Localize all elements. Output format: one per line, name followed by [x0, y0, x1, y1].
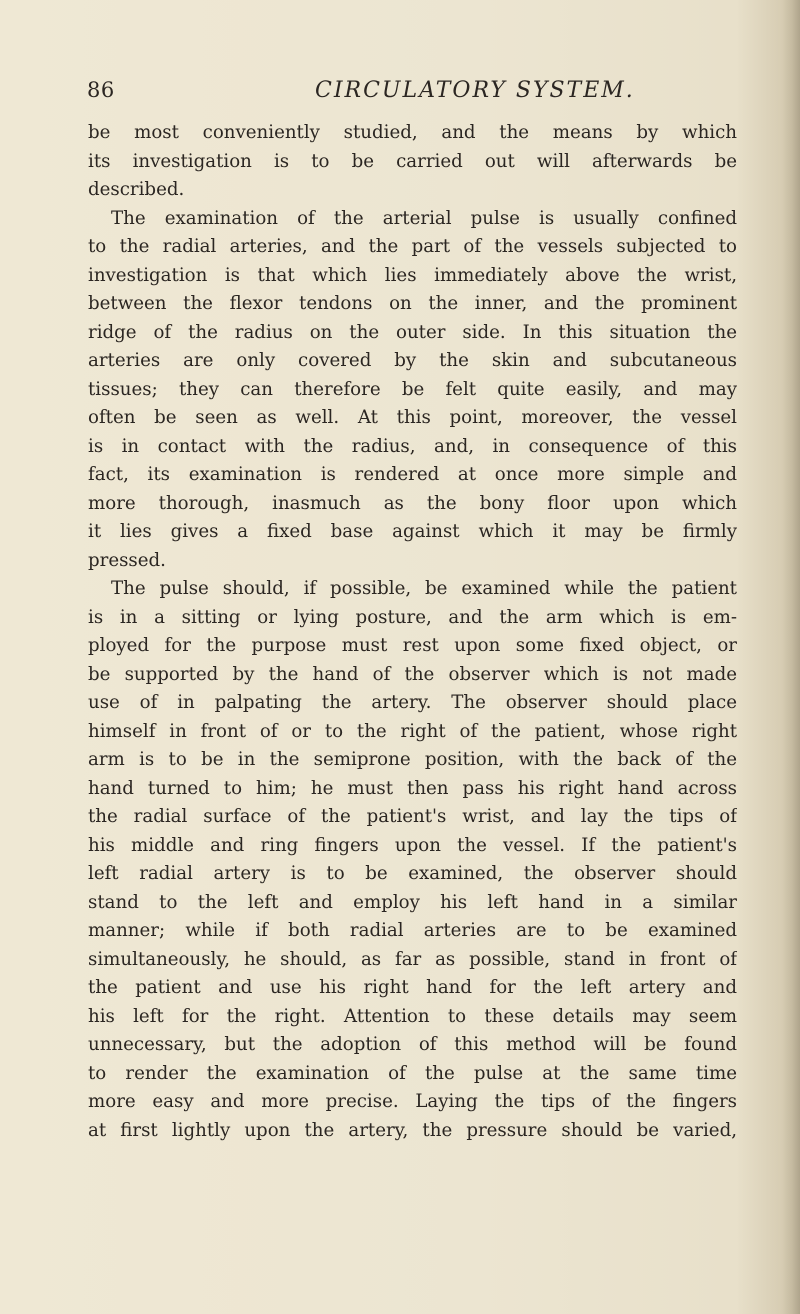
text-line: unnecessary, but the adoption of this method will be found: [88, 1034, 737, 1055]
text-line: left radial artery is to be examined, the observer should: [88, 863, 737, 884]
text-line: hand turned to him; he must then pass his right hand across: [88, 777, 737, 799]
text-line: investigation is that which lies immediately above the wrist,: [88, 264, 737, 286]
text-line: arm is to be in the semiprone position, with the back of the: [88, 749, 737, 770]
text-line: described.: [88, 179, 185, 200]
text-line: to the radial arteries, and the part of the vessels subjected to: [88, 236, 737, 257]
page-edge-shadow: [782, 0, 800, 1314]
text-line: stand to the left and employ his left hand in a similar: [88, 891, 737, 913]
text-line: more thorough, inasmuch as the bony floor upon which: [88, 492, 737, 514]
text-line: be supported by the hand of the observer which is not made: [88, 663, 737, 685]
text-line: use of in palpating the artery. The observer should place: [88, 692, 737, 713]
text-line: his left for the right. Attention to these details may seem: [88, 1005, 737, 1027]
text-line: the radial surface of the patient's wrist, and lay the tips of: [88, 806, 737, 827]
page-number: 86: [87, 78, 115, 102]
text-line: tissues; they can therefore be felt quite easily, and may: [88, 378, 737, 400]
text-line: at first lightly upon the artery, the pressure should be varied,: [88, 1119, 737, 1141]
text-line: it lies gives a fixed base against which it may be firmly: [88, 521, 737, 542]
text-line: be most conveniently studied, and the means by which: [88, 122, 737, 143]
text-line: The pulse should, if possible, be examined while the patient: [111, 578, 737, 599]
text-line: often be seen as well. At this point, moreover, the vessel: [88, 407, 737, 428]
running-head: CIRCULATORY SYSTEM.: [315, 78, 635, 103]
text-line: is in a sitting or lying posture, and the arm which is em-: [88, 606, 737, 628]
text-line: its investigation is to be carried out will afterwards be: [88, 150, 737, 172]
body-text: [88, 119, 737, 1145]
text-line: more easy and more precise. Laying the tips of the fingers: [88, 1091, 737, 1112]
text-line: between the flexor tendons on the inner, and the prominent: [88, 293, 737, 314]
text-line: to render the examination of the pulse at the same time: [88, 1062, 737, 1084]
text-line: ployed for the purpose must rest upon some fixed object, or: [88, 635, 737, 656]
text-line: simultaneously, he should, as far as possible, stand in front of: [88, 948, 737, 970]
text-line: The examination of the arterial pulse is usually confined: [111, 207, 737, 229]
text-line: his middle and ring fingers upon the vessel. If the patient's: [88, 834, 737, 856]
text-line: manner; while if both radial arteries are to be examined: [88, 920, 737, 941]
text-line: ridge of the radius on the outer side. In this situation the: [88, 321, 737, 343]
text-line: is in contact with the radius, and, in consequence of this: [88, 435, 737, 457]
text-line: fact, its examination is rendered at once more simple and: [88, 464, 737, 485]
text-line: arteries are only covered by the skin and subcutaneous: [88, 350, 737, 371]
text-line: himself in front of or to the right of the patient, whose right: [88, 720, 737, 742]
text-line: pressed.: [88, 549, 166, 571]
text-line: the patient and use his right hand for the left artery and: [88, 977, 737, 998]
